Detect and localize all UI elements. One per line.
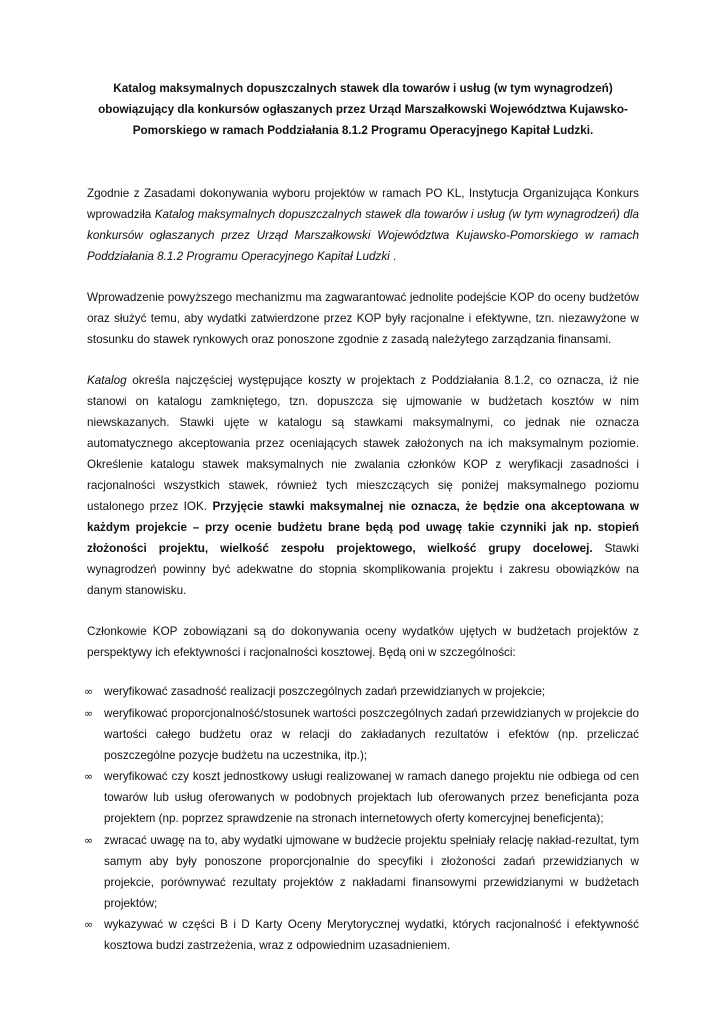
list-item-text: weryfikować zasadność realizacji poszczególnych zadań przewidzianych w projekcie; <box>104 685 546 698</box>
list-item <box>84 681 639 702</box>
infinity-bullet-icon: ∞ <box>84 685 94 698</box>
list-item <box>84 703 639 766</box>
infinity-bullet-icon: ∞ <box>84 706 94 720</box>
list-item-text: zwracać uwagę na to, aby wydatki ujmowane w budżecie projektu spełniały relację nakład-rezultat, tym samym aby były ponoszone proporcjonalnie do specyfiki i złożoności zadań przewidzianych w projekcie, porównywać rezultaty projektów z nakładami finansowymi przewidzianymi w budżetach projektów; <box>104 833 639 910</box>
list-item <box>84 914 639 956</box>
catalog-word-italic: Katalog <box>87 374 127 387</box>
paragraph-catalog-scope <box>87 370 639 601</box>
intro-text: Zgodnie z Zasadami dokonywania wyboru projektów w ramach PO KL, Instytucja Organizująca Konkurs wprowadziła <box>87 187 639 221</box>
list-item-text: weryfikować czy koszt jednostkowy usługi realizowanej w ramach danego projektu nie odbiega od cen towarów lub usług oferowanych w podobnych projektach lub oferowanych przez beneficjanta poza projektem (np. poprzez sprawdzenie na stronach internetowych oferty komercyjnej beneficjenta); <box>104 770 639 825</box>
infinity-bullet-icon: ∞ <box>84 770 94 783</box>
list-item <box>84 766 639 829</box>
paragraph-mechanism: Wprowadzenie powyższego mechanizmu ma zagwarantować jednolite podejście KOP do oceny budżetów oraz służyć temu, aby wydatki zatwierdzone przez KOP były racjonalne i efektywne, tzn. niezawyżone w stosunku do stawek rynkowych oraz ponoszone zgodnie z zasadą należytego zarządzania finansami. <box>87 291 639 346</box>
catalog-scope-text: określa najczęściej występujące koszty w projektach z Poddziałania 8.1.2, co oznacza, iż nie stanowi on katalogu zamkniętego, tzn. dopuszcza się ujmowanie w budżetach kosztów w nim niewskazanych. Stawki ujęte w katalogu są stawkami maksymalnymi, co jednak nie oznacza automatycznego akceptowania przez oceniających stawek założonych na ich maksymalnym poziomie. Określenie katalogu stawek maksymalnych nie zwalania członków KOP z weryfikacji zasadności i racjonalności wszystkich stawek, również tych mieszczących się poniżej maksymalnego poziomu ustalonego przez IOK. <box>87 374 639 513</box>
document-body <box>84 78 640 957</box>
list-item <box>84 830 639 914</box>
paragraph-kop-duties: Członkowie KOP zobowiązani są do dokonywania oceny wydatków ujętych w budżetach projektów z perspektywy ich efektywności i racjonalności kosztowej. Będą oni w szczególności: <box>87 625 639 659</box>
catalog-name-italic: Katalog maksymalnych dopuszczalnych stawek dla towarów i usług (w tym wynagrodzeń) dla konkursów ogłaszanych przez Urząd Marszałkowski Województwa Kujawsko-Pomorskiego w ramach Poddziałania 8.1.2 Programu Operacyjnego Kapitał Ludzki <box>87 208 639 263</box>
salary-rates-text: Stawki wynagrodzeń powinny być adekwatne do stopnia skomplikowania projektu i zakresu obowiązków na danym stanowisku. <box>87 542 639 597</box>
paragraph-intro <box>87 183 639 267</box>
max-rate-bold-note: Przyjęcie stawki maksymalnej nie oznacza, że będzie ona akceptowana w każdym projekcie – przy ocenie budżetu brane będą pod uwagę takie czynniki jak np. stopień złożoności projektu, wielkość zespołu projektowego, wielkość grupy docelowej. <box>87 500 640 555</box>
document-title: Katalog maksymalnych dopuszczalnych stawek dla towarów i usług (w tym wynagrodzeń) obowiązujący dla konkursów ogłaszanych przez Urząd Marszałkowski Województwa Kujawsko-Pomorskiego w ramach Poddziałania 8.1.2 Programu Operacyjnego Kapitał Ludzki. <box>98 82 628 137</box>
infinity-bullet-icon: ∞ <box>84 918 94 931</box>
list-item-text: weryfikować proporcjonalność/stosunek wartości poszczególnych zadań przewidzianych w projekcie do wartości całego budżetu oraz w relacji do zakładanych rezultatów i efektów (np. przeliczać poszczególne pozycje budżetu na uczestnika, itp.); <box>104 706 639 762</box>
duties-list <box>84 681 639 956</box>
list-item-text: wykazywać w części B i D Karty Oceny Merytorycznej wydatki, których racjonalność i efektywność kosztowa budzi zastrzeżenia, wraz z odpowiednim uzasadnieniem. <box>104 918 639 952</box>
infinity-bullet-icon: ∞ <box>84 833 94 847</box>
intro-text-end: . <box>389 250 397 263</box>
